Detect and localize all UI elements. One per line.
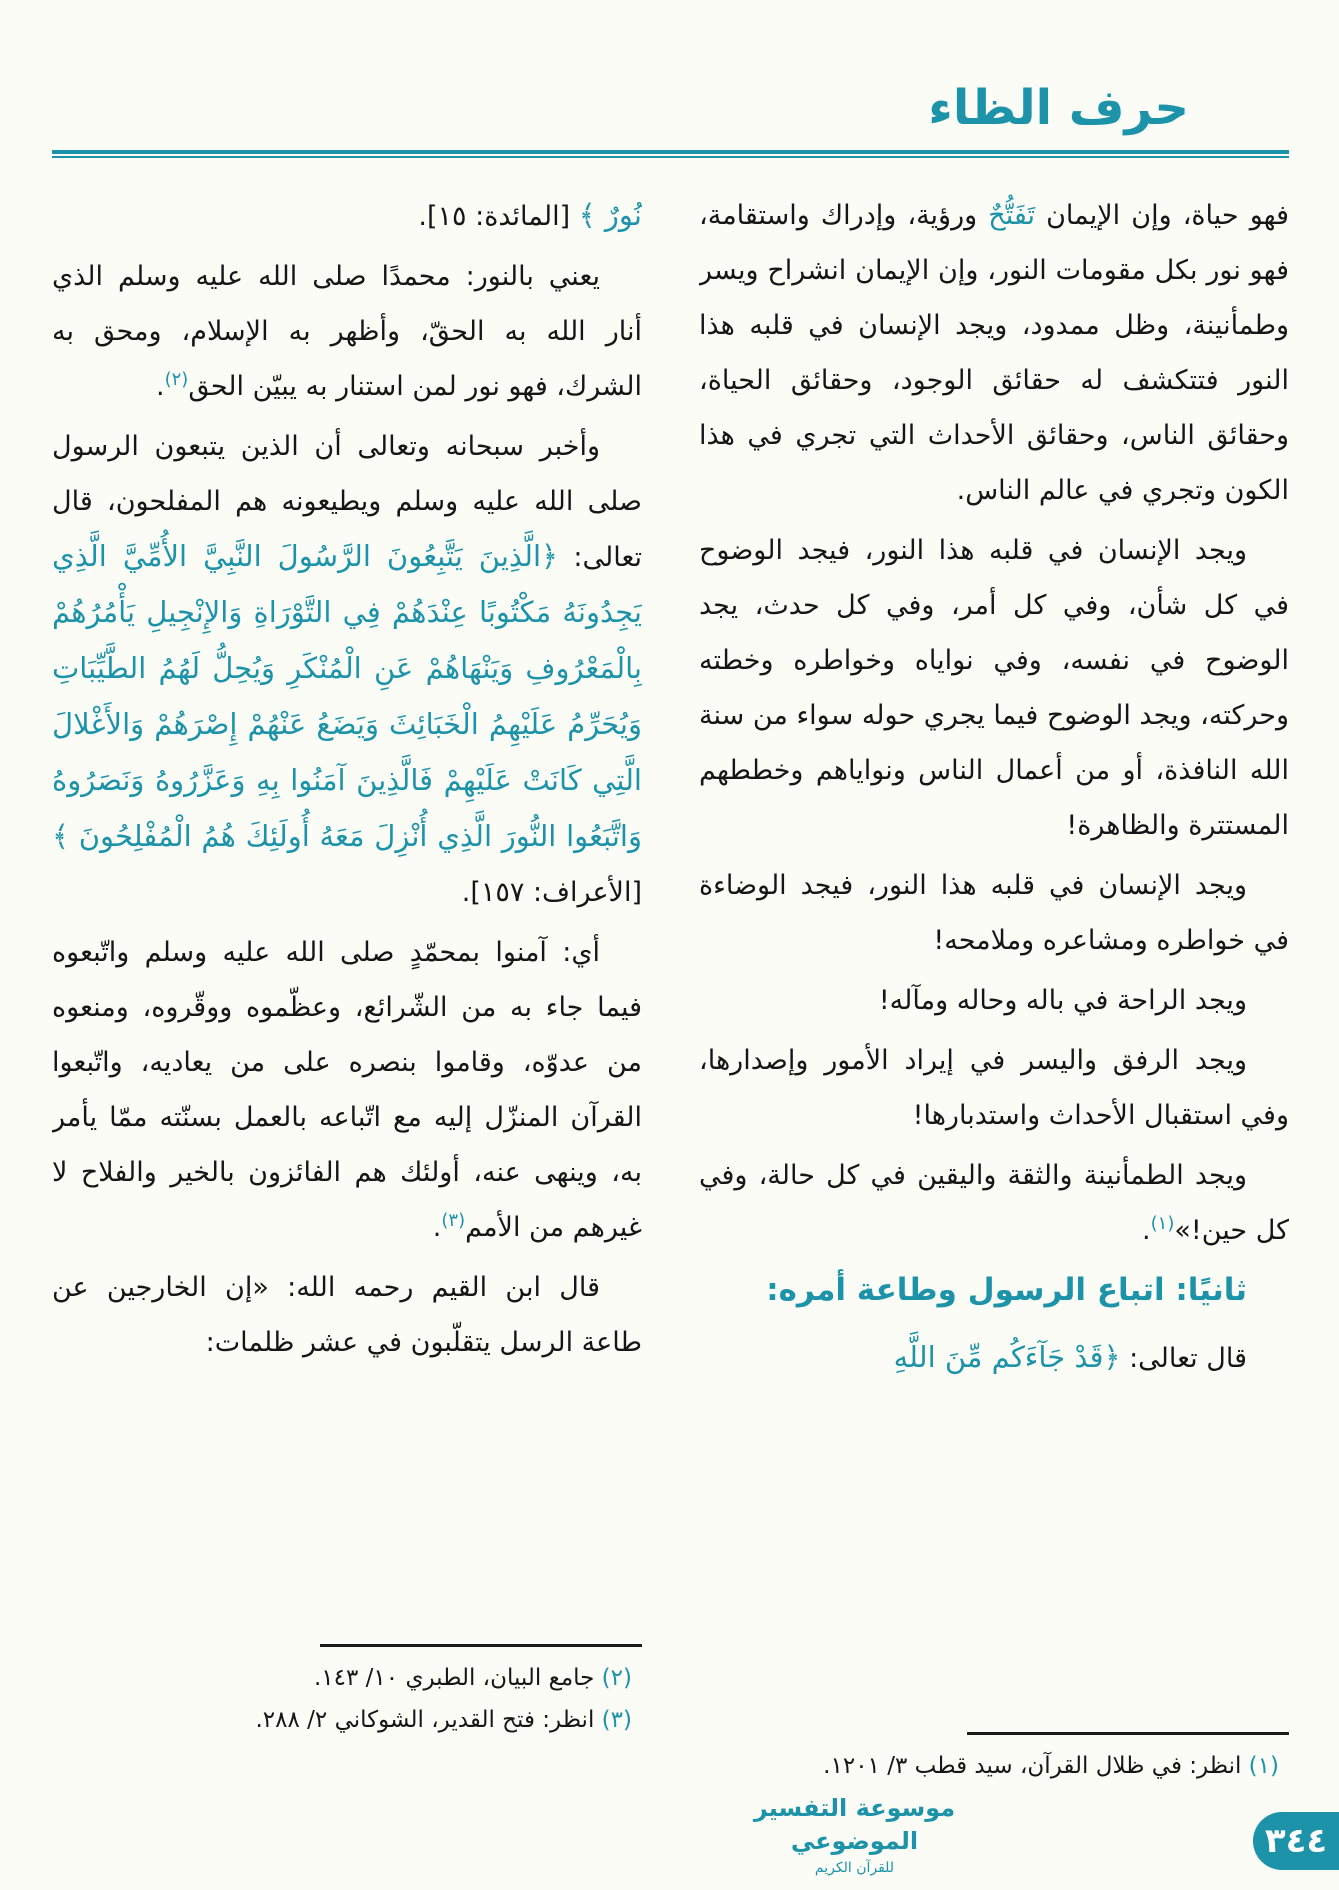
chapter-title: حرف الظاء: [928, 80, 1189, 136]
body-text: .: [156, 371, 165, 402]
footnote-ref: (١): [1150, 1213, 1175, 1234]
column-right: [699, 188, 1289, 1718]
logo-subtitle: للقرآن الكريم: [814, 1860, 895, 1876]
quran-verse: نُورٌ ﴾: [578, 198, 642, 232]
footnote-text: جامع البيان، الطبري ١٠/ ١٤٣.: [313, 1665, 595, 1691]
footnote: [52, 1657, 642, 1699]
paragraph: [52, 419, 642, 920]
body-text: يعني بالنور: محمدًا صلى الله عليه وسلم الذي أنار الله به الحقّ، وأظهر به الإسلام، ومحق به الشرك، فهو نور لمن استنار به يبيّن الحق: [52, 261, 642, 402]
page-number-badge: [1253, 1812, 1339, 1870]
body-text: قال ابن القيم رحمه الله: «إن الخارجين عن طاعة الرسل يتقلّبون في عشر ظلمات:: [52, 1272, 642, 1358]
footnote-marker: (٣): [601, 1707, 632, 1733]
body-text: قال تعالى:: [1120, 1343, 1247, 1374]
highlighted-word: تَفَتُّحٌ: [988, 200, 1036, 231]
paragraph: [52, 188, 642, 244]
body-text: أي: آمنوا بمحمّدٍ صلى الله عليه وسلم واتّبعوه فيما جاء به من الشّرائع، وعظّموه ووقّروه، ومنعوه من عدوّه، وقاموا بنصره على من يعاديه، واتّبعوا القرآن المنزّل إليه مع اتّباعه بالعمل بسنّته ممّا يأمر به، وينهى عنه، أولئك هم الفائزون بالخير والفلاح لا غيرهم من الأمم: [52, 937, 642, 1243]
footnotes-left: [52, 1644, 642, 1741]
verse-reference: [الأعراف: ١٥٧].: [461, 877, 642, 908]
body-text: ويجد الإنسان في قلبه هذا النور، فيجد الوضاءة في خواطره ومشاعره وملامحه!: [699, 870, 1289, 956]
footnote-marker: (٢): [601, 1665, 632, 1691]
verse-reference: [المائدة: ١٥].: [418, 201, 579, 232]
body-text: ورؤية، وإدراك واستقامة، فهو نور بكل مقومات النور، وإن الإيمان انشراح ويسر وطمأنينة، وظل ممدود، ويجد الإنسان في قلبه هذا النور فتتكشف له حقائق الوجود، وحقائق الحياة، وحقائق الناس، وحقائق الأحداث التي تجري في هذا الكون وتجري في عالم الناس.: [699, 200, 1289, 506]
body-text: ويجد الراحة في باله وحاله ومآله!: [878, 985, 1247, 1016]
footnote-marker: (١): [1248, 1753, 1279, 1779]
paragraph: [52, 249, 642, 414]
page-number: ٣٤٤: [1264, 1821, 1328, 1861]
body-text: .: [1142, 1215, 1151, 1246]
paragraph: [699, 973, 1289, 1028]
quran-verse: ﴿قَدْ جَآءَكُم مِّنَ اللَّهِ: [893, 1340, 1121, 1374]
paragraph: [699, 858, 1289, 968]
quran-verse: ﴿الَّذِينَ يَتَّبِعُونَ الرَّسُولَ النَّبِيَّ الأُمِّيَّ الَّذِي يَجِدُونَهُ مَكْتُوبًا عِنْدَهُمْ فِي التَّوْرَاةِ وَالإِنْجِيلِ يَأْمُرُهُمْ بِالْمَعْرُوفِ وَيَنْهَاهُمْ عَنِ الْمُنْكَرِ وَيُحِلُّ لَهُمُ الطَّيِّبَاتِ وَيُحَرِّمُ عَلَيْهِمُ الْخَبَائِثَ وَيَضَعُ عَنْهُمْ إِصْرَهُمْ وَالأَغْلالَ الَّتِي كَانَتْ عَلَيْهِمْ فَالَّذِينَ آمَنُوا بِهِ وَعَزَّرُوهُ وَنَصَرُوهُ وَاتَّبَعُوا النُّورَ الَّذِي أُنْزِلَ مَعَهُ أُولَئِكَ هُمُ الْمُفْلِحُونَ ﴾: [52, 539, 642, 853]
body-text: وأخبر سبحانه وتعالى أن الذين يتبعون الرسول صلى الله عليه وسلم ويطيعونه هم المفلحون، قال تعالى:: [52, 431, 642, 573]
heading-text: ثانيًا: اتباع الرسول وطاعة أمره:: [766, 1272, 1247, 1308]
footnote-ref: (٣): [441, 1210, 466, 1231]
header-divider: [52, 150, 1289, 158]
paragraph: [699, 1033, 1289, 1143]
paragraph: [699, 188, 1289, 518]
footnote-divider: [967, 1732, 1289, 1735]
body-text: ويجد الطمأنينة والثقة واليقين في كل حالة، وفي كل حين!»: [699, 1160, 1289, 1246]
column-left: [52, 188, 642, 1632]
body-text: ويجد الرفق واليسر في إيراد الأمور وإصدارها، وفي استقبال الأحداث واستدبارها!: [699, 1045, 1289, 1131]
paragraph: [52, 1260, 642, 1370]
series-logo: [742, 1792, 967, 1878]
paragraph: [699, 1330, 1289, 1386]
footnote: [52, 1699, 642, 1741]
footnote-text: انظر: في ظلال القرآن، سيد قطب ٣/ ١٢٠١.: [823, 1753, 1242, 1779]
logo-title: موسوعة التفسير الموضوعي: [753, 1794, 956, 1855]
footnote-ref: (٢): [164, 369, 189, 390]
body-text: فهو حياة، وإن الإيمان: [1035, 200, 1289, 231]
footnote-divider: [320, 1644, 642, 1647]
footnotes-right: [699, 1732, 1289, 1787]
footnote: [699, 1745, 1289, 1787]
body-text: .: [432, 1212, 442, 1243]
footnote-text: انظر: فتح القدير، الشوكاني ٢/ ٢٨٨.: [255, 1707, 595, 1733]
body-text: ويجد الإنسان في قلبه هذا النور، فيجد الوضوح في كل شأن، وفي كل أمر، وفي كل حدث، يجد الوضوح في نفسه، وفي نواياه وخواطره وخطته وحركته، ويجد الوضوح فيما يجري حوله سواء من سنة الله النافذة، أو من أعمال الناس ونواياهم وخططهم المستترة والظاهرة!: [699, 535, 1289, 841]
subsection-heading: [699, 1263, 1289, 1318]
paragraph: [699, 523, 1289, 853]
paragraph: [699, 1148, 1289, 1258]
paragraph: [52, 925, 642, 1255]
